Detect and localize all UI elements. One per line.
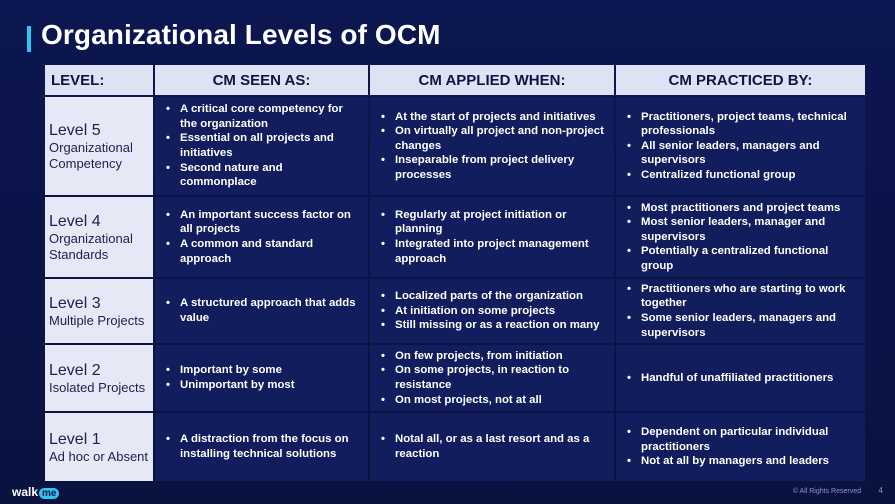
level-description: Multiple Projects [49,312,145,328]
applied-when-cell [370,197,614,277]
header-level: LEVEL: [45,65,153,95]
table-row [45,197,865,277]
list-item: • Practitioners who are starting to work together [624,282,859,311]
list-item: • Integrated into project management approach [378,237,608,266]
practiced-by-cell [616,413,865,481]
list-item: • Localized parts of the organization [378,289,608,304]
seen-as-cell [155,197,368,277]
table-row [45,97,865,195]
page-number: 4 [878,486,883,495]
title-accent-bar [27,26,31,52]
list-item: • Practitioners, project teams, technical professionals [624,110,859,139]
level-description: Isolated Projects [49,379,146,395]
list-item: • Essential on all projects and initiatives [163,131,362,160]
table-header-row [45,65,865,95]
level-description: Organizational Competency [49,139,133,171]
list-item: • A critical core competency for the organization [163,102,362,131]
level-description: Organizational Standards [49,230,133,262]
walkme-logo [12,485,59,499]
level-cell [45,413,153,481]
table-row [45,345,865,411]
list-item: • Second nature and commonplace [163,161,362,190]
level-name: Level 2 [49,361,101,379]
level-cell [45,197,153,277]
list-item: • At the start of projects and initiatives [378,110,608,125]
list-item: • Potentially a centralized functional group [624,244,859,273]
list-item: • On most projects, not at all [378,393,608,408]
level-name: Level 4 [49,212,101,230]
list-item: • Not at all by managers and leaders [624,454,859,469]
level-name: Level 5 [49,121,101,139]
level-cell [45,97,153,195]
list-item: • All senior leaders, managers and supervisors [624,139,859,168]
list-item: • Centralized functional group [624,168,859,183]
list-item: • An important success factor on all projects [163,208,362,237]
level-cell [45,345,153,411]
header-cm-practiced-by: CM PRACTICED BY: [616,65,865,95]
seen-as-cell [155,97,368,195]
copyright-footer: © All Rights Reserved [792,488,861,495]
level-description: Ad hoc or Absent [49,448,149,464]
list-item: • At initiation on some projects [378,304,608,319]
seen-as-cell [155,345,368,411]
list-item: • Unimportant by most [163,378,362,393]
practiced-by-cell [616,345,865,411]
practiced-by-cell [616,197,865,277]
applied-when-cell [370,345,614,411]
practiced-by-cell [616,279,865,343]
list-item: • Notal all, or as a last resort and as a reaction [378,432,608,461]
logo-badge: me [39,488,59,499]
list-item: • On few projects, from initiation [378,349,608,364]
list-item: • Regularly at project initiation or planning [378,208,608,237]
practiced-by-cell [616,97,865,195]
list-item: • Handful of unaffiliated practitioners [624,371,859,386]
applied-when-cell [370,279,614,343]
header-cm-seen-as: CM SEEN AS: [155,65,368,95]
list-item: • Dependent on particular individual practitioners [624,425,859,454]
list-item: • A structured approach that adds value [163,296,362,325]
ocm-levels-table [43,63,867,483]
level-cell [45,279,153,343]
seen-as-cell [155,413,368,481]
list-item: • Most senior leaders, manager and supervisors [624,215,859,244]
list-item: • On virtually all project and non-project changes [378,124,608,153]
table-row [45,279,865,343]
header-cm-applied-when: CM APPLIED WHEN: [370,65,614,95]
list-item: • On some projects, in reaction to resistance [378,363,608,392]
applied-when-cell [370,413,614,481]
seen-as-cell [155,279,368,343]
list-item: • Still missing or as a reaction on many [378,318,608,333]
list-item: • Some senior leaders, managers and supervisors [624,311,859,340]
applied-when-cell [370,97,614,195]
table-row [45,413,865,481]
list-item: • A common and standard approach [163,237,362,266]
logo-text: walk [12,485,39,499]
level-name: Level 1 [49,430,101,448]
list-item: • A distraction from the focus on installing technical solutions [163,432,362,461]
level-name: Level 3 [49,294,101,312]
list-item: • Important by some [163,363,362,378]
list-item: • Most practitioners and project teams [624,201,859,216]
slide-title: Organizational Levels of OCM [41,19,441,50]
list-item: • Inseparable from project delivery processes [378,153,608,182]
